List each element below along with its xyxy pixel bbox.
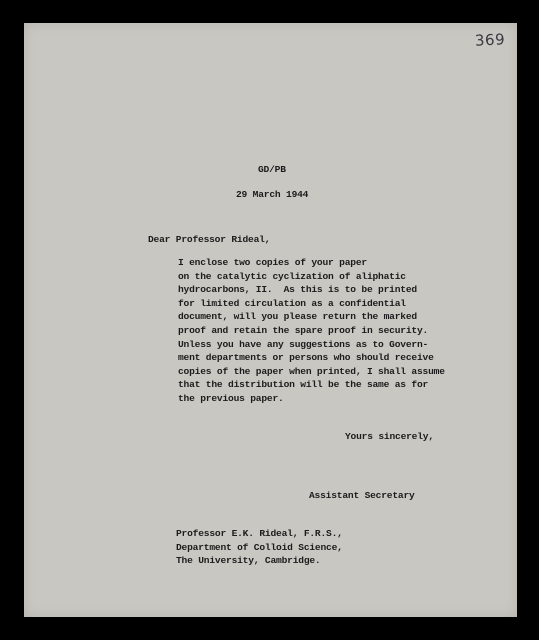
letter-body: I enclose two copies of your paper on the catalytic cyclization of aliphatic hydrocarbons, II. As this is to be printed for limited circulation as a confidential document, will you please return the marked proof and retain the spare proof in security. Unless you have any suggestions as to Govern- ment departments or persons who should receive copies of the paper when printed, I shall assume that the distribution will be the same as for the previous paper. [178, 257, 445, 404]
letter-date: 29 March 1944 [236, 189, 309, 200]
reference-code: GD/PB [258, 164, 286, 175]
closing: Yours sincerely, [345, 431, 434, 442]
signer-title: Assistant Secretary [309, 490, 415, 501]
letter-page [24, 23, 517, 617]
recipient-address: Professor E.K. Rideal, F.R.S., Department of Colloid Science, The University, Cambridge. [176, 528, 343, 567]
page-number: 369 [474, 30, 506, 50]
salutation: Dear Professor Rideal, [148, 234, 271, 245]
